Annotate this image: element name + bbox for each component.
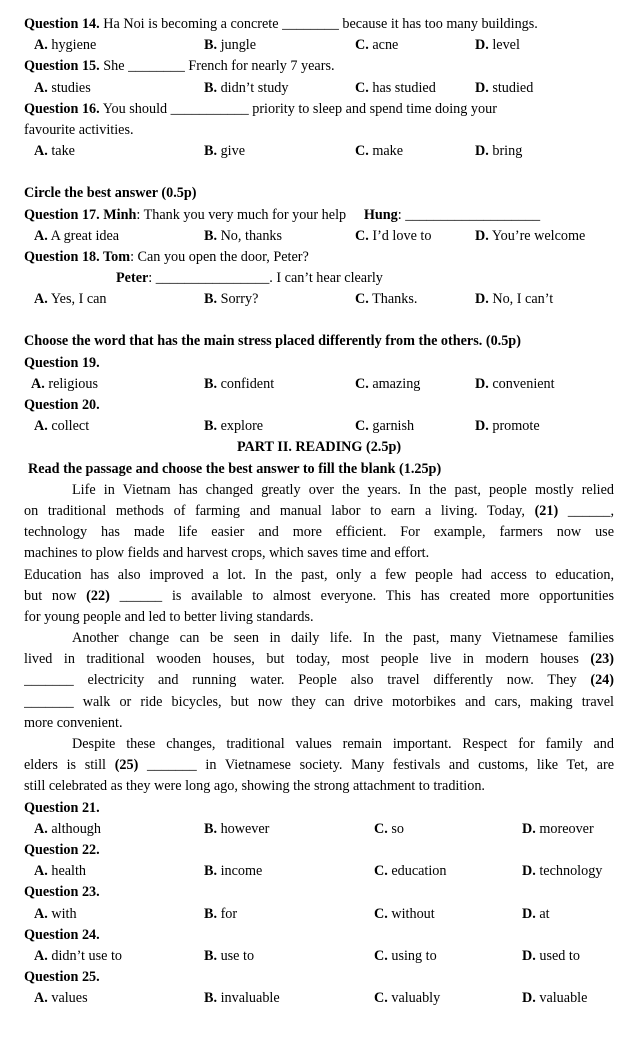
- option-a[interactable]: A. studies: [34, 79, 91, 96]
- question-label: Question 14.: [24, 16, 100, 32]
- answer-blank: ________________: [155, 270, 270, 287]
- option-b[interactable]: B. income: [204, 863, 263, 880]
- option-d[interactable]: D. level: [475, 37, 520, 54]
- option-c[interactable]: C. make: [355, 143, 404, 160]
- option-c[interactable]: C. without: [374, 905, 435, 922]
- option-a[interactable]: A. religious: [31, 375, 98, 392]
- option-a[interactable]: A. collect: [34, 418, 90, 435]
- option-b[interactable]: B. confident: [204, 375, 275, 392]
- question-text: priority to sleep and spend time doing your: [248, 100, 497, 117]
- question-label: Question 16.: [24, 100, 100, 117]
- question-text: She: [99, 58, 129, 75]
- passage-line: _______ walk or ride bicycles, but now they can drive motorbikes and cars, making travel: [24, 693, 614, 710]
- passage-line: on traditional methods of farming and manual labor to earn a living. Today, (21) ______,: [24, 502, 614, 519]
- question-text: . I can’t hear clearly: [269, 270, 383, 287]
- passage-line: Despite these changes, traditional values remain important. Respect for family and: [72, 736, 614, 752]
- passage-line: technology has made life easier and more efficient. For example, farmers now use: [24, 524, 614, 541]
- worksheet: [24, 14, 614, 1009]
- passage-line: Life in Vietnam has changed greatly over the years. In the past, people mostly relied: [72, 481, 614, 498]
- speaker-name: Tom: [99, 248, 131, 265]
- answer-blank: ___________________: [405, 206, 541, 223]
- section-heading-reading: Read the passage and choose the best answer to fill the blank (1.25p): [28, 460, 442, 477]
- options-25: [24, 988, 614, 1009]
- option-b[interactable]: B. didn’t study: [204, 79, 289, 96]
- option-c[interactable]: C. education: [374, 863, 447, 880]
- question-text: :: [148, 270, 156, 287]
- option-a[interactable]: A. didn’t use to: [34, 947, 123, 964]
- option-c[interactable]: C. garnish: [355, 418, 415, 435]
- option-b[interactable]: B. No, thanks: [204, 227, 283, 244]
- answer-blank: ___________: [170, 100, 249, 117]
- option-d[interactable]: D. valuable: [522, 990, 588, 1007]
- option-a[interactable]: A. values: [34, 990, 88, 1007]
- option-a[interactable]: A. health: [34, 863, 87, 880]
- options-16: [24, 141, 614, 162]
- question-21: Question 21.: [24, 799, 100, 816]
- option-c[interactable]: C. amazing: [355, 375, 421, 392]
- option-c[interactable]: C. valuably: [374, 990, 441, 1007]
- options-22: [24, 861, 614, 882]
- question-25: Question 25.: [24, 969, 100, 986]
- options-17: [24, 226, 614, 247]
- options-20: [24, 416, 614, 437]
- option-d[interactable]: D. at: [522, 905, 550, 922]
- passage-line: but now (22) ______ is available to almost everyone. This has created more opportunities: [24, 587, 614, 604]
- question-text: : Thank you very much for your help: [136, 206, 347, 223]
- option-d[interactable]: D. studied: [475, 79, 534, 96]
- answer-blank: ________: [128, 58, 185, 75]
- option-c[interactable]: C. I’d love to: [355, 227, 432, 244]
- question-14: [24, 14, 614, 35]
- option-d[interactable]: D. bring: [475, 143, 523, 160]
- options-24: [24, 946, 614, 967]
- option-c[interactable]: C. using to: [374, 947, 437, 964]
- speaker-name: Hung: [363, 206, 398, 223]
- passage-line: still celebrated as they were long ago, showing the strong attachment to tradition.: [24, 778, 485, 795]
- question-text: : Can you open the door, Peter?: [130, 248, 309, 265]
- speaker-name: Minh: [99, 206, 137, 223]
- option-b[interactable]: B. jungle: [204, 37, 257, 54]
- option-c[interactable]: C. has studied: [355, 79, 436, 96]
- options-14: [24, 35, 614, 56]
- question-18-reply: [24, 268, 614, 289]
- passage-line: elders is still (25) _______ in Vietnamese society. Many festivals and customs, like Tet, are: [24, 757, 614, 774]
- option-d[interactable]: D. No, I can’t: [475, 291, 554, 308]
- passage-line: lived in traditional wooden houses, but today, most people live in modern houses (23): [24, 651, 614, 668]
- question-24: Question 24.: [24, 926, 100, 943]
- section-heading-stress: Choose the word that has the main stress placed differently from the others. (0.5p): [24, 333, 521, 350]
- option-d[interactable]: D. used to: [522, 947, 580, 964]
- passage-line: for young people and led to better living standards.: [24, 608, 314, 625]
- passage-line: more convenient.: [24, 714, 123, 731]
- option-b[interactable]: B. explore: [204, 418, 264, 435]
- question-19: Question 19.: [24, 354, 100, 371]
- option-d[interactable]: D. technology: [522, 863, 603, 880]
- option-c[interactable]: C. Thanks.: [355, 291, 418, 308]
- option-a[interactable]: A. although: [34, 820, 101, 837]
- option-a[interactable]: A. A great idea: [34, 227, 120, 244]
- question-15: [24, 56, 614, 77]
- option-a[interactable]: A. hygiene: [34, 37, 97, 54]
- options-21: [24, 819, 614, 840]
- option-b[interactable]: B. for: [204, 905, 238, 922]
- passage-line: Education has also improved a lot. In the past, only a few people had access to education,: [24, 566, 614, 583]
- question-text: You should: [99, 100, 171, 117]
- question-label: Question 17.: [24, 206, 100, 223]
- passage-line: machines to plow fields and harvest crops, which saves time and effort.: [24, 545, 430, 562]
- options-19: [24, 374, 614, 395]
- option-b[interactable]: B. use to: [204, 947, 255, 964]
- options-15: [24, 78, 614, 99]
- passage-line: _______ electricity and running water. People also travel differently now. They (24): [24, 672, 614, 689]
- section-heading-circle: Circle the best answer (0.5p): [24, 185, 197, 202]
- question-text: because it has too many buildings.: [338, 16, 538, 32]
- question-text: French for nearly 7 years.: [184, 58, 335, 75]
- options-23: [24, 904, 614, 925]
- passage-line: Another change can be seen in daily life. In the past, many Vietnamese families: [72, 630, 614, 647]
- option-a[interactable]: A. with: [34, 905, 77, 922]
- answer-blank: ________: [282, 16, 339, 32]
- question-text: :: [397, 206, 406, 223]
- question-label: Question 18.: [24, 248, 100, 265]
- reading-passage: [24, 480, 614, 798]
- option-b[interactable]: B. however: [204, 820, 270, 837]
- option-c[interactable]: C. so: [374, 820, 404, 837]
- option-b[interactable]: B. Sorry?: [204, 291, 259, 308]
- part-heading: PART II. READING (2.5p): [236, 439, 402, 456]
- option-d[interactable]: D. moreover: [522, 820, 594, 837]
- option-d[interactable]: D. promote: [475, 418, 540, 435]
- question-text: Ha Noi is becoming a concrete: [99, 16, 283, 32]
- option-c[interactable]: C. acne: [355, 37, 399, 54]
- options-18: [24, 289, 614, 310]
- option-d[interactable]: D. convenient: [475, 375, 555, 392]
- question-20: Question 20.: [24, 397, 100, 413]
- question-22: Question 22.: [24, 841, 100, 858]
- question-17: [24, 205, 614, 226]
- question-18: [24, 247, 614, 268]
- option-b[interactable]: B. give: [204, 143, 245, 160]
- question-16: [24, 99, 614, 120]
- question-23: Question 23.: [24, 884, 100, 901]
- question-label: Question 15.: [24, 58, 100, 75]
- option-b[interactable]: B. invaluable: [204, 990, 280, 1007]
- option-d[interactable]: D. You’re welcome: [475, 227, 586, 244]
- option-a[interactable]: A. take: [34, 143, 75, 160]
- option-a[interactable]: A. Yes, I can: [34, 291, 107, 308]
- speaker-name: Peter: [116, 270, 149, 287]
- question-text-continued: favourite activities.: [24, 121, 134, 138]
